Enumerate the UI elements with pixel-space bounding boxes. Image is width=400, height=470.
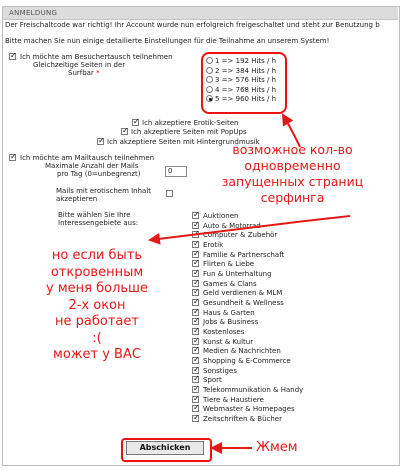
interest-label: Jobs & Business bbox=[203, 318, 259, 327]
max-mails-sublabel: pro Tag (0=unbegrenzt) bbox=[57, 170, 141, 178]
visitor-exchange-label: Ich möchte am Besuchertausch teilnehmen bbox=[20, 53, 173, 61]
radio-label: 1 => 192 Hits / h bbox=[215, 57, 277, 65]
interest-label: Shopping & E-Commerce bbox=[203, 357, 291, 366]
accept-popups-label: Ich akzeptiere Seiten mit PopUps bbox=[131, 128, 247, 136]
erotic-mails-sublabel: akzeptieren bbox=[56, 195, 98, 203]
interest-label: Games & Clans bbox=[203, 279, 257, 288]
interests-label: Bitte wählen Sie Ihre bbox=[58, 211, 131, 219]
panel-title: ANMELDUNG bbox=[9, 9, 58, 17]
radio-label: 5 => 960 Hits / h bbox=[215, 95, 277, 104]
annotation-windows-note: возможное кол-во одновременно запущенных страниц серфинга bbox=[221, 142, 364, 205]
interests-sublabel: Interessengebiete aus: bbox=[58, 219, 139, 227]
interest-label: Auto & Motorrad bbox=[203, 221, 261, 230]
interest-label: Erotik bbox=[203, 241, 224, 249]
interest-label: Medien & Nachrichten bbox=[203, 347, 281, 356]
settings-instruction: Bitte machen Sie nun einige detailierte Einstellungen für die Teilnahme an unserem System! bbox=[5, 37, 330, 45]
interest-label: Kunst & Kultur bbox=[203, 337, 254, 346]
mail-exchange-label: Ich möchte am Mailtausch teilnehmen bbox=[20, 154, 155, 162]
max-mails-input[interactable]: 0 bbox=[165, 166, 187, 177]
interest-label: Geld verdienen & MLM bbox=[203, 289, 283, 298]
max-mails-label: Maximale Anzahl der Mails bbox=[45, 162, 139, 170]
success-message: Der Freischaltcode war richtig! Ihr Account wurde nun erfolgreich freigeschaltet und steht zur Benutzung b bbox=[5, 21, 380, 29]
submit-button[interactable]: Abschicken bbox=[126, 441, 204, 455]
annotation-press-note: Жмем bbox=[256, 440, 298, 455]
interest-label: Haus & Garten bbox=[203, 308, 255, 317]
interest-label: Sonstiges bbox=[203, 366, 237, 375]
surfbar-label: Surfbar * bbox=[68, 69, 100, 77]
interest-label: Familie & Partnerschaft bbox=[203, 250, 285, 259]
interest-label: Computer & Zubehör bbox=[203, 231, 278, 240]
interest-label: Kostenloses bbox=[203, 328, 245, 337]
accept-music-label: Ich akzeptiere Seiten mit Hintergrundmusik bbox=[107, 138, 260, 146]
interest-label: Auktionen bbox=[203, 212, 239, 220]
erotic-mails-label: Mails mit erotischem Inhalt bbox=[56, 187, 152, 195]
interest-label: Webmaster & Homepages bbox=[203, 405, 295, 414]
interest-label: Flirten & Liebe bbox=[203, 260, 255, 269]
arrow-to-checkbox bbox=[150, 216, 350, 240]
interest-label: Tiere & Haustiere bbox=[203, 395, 264, 404]
accept-erotic-label: Ich akzeptiere Erotik-Seiten bbox=[142, 119, 239, 127]
arrow-to-radio bbox=[283, 115, 300, 147]
interest-label: Telekommunikation & Handy bbox=[203, 386, 304, 395]
radio-label: 2 => 384 Hits / h bbox=[215, 66, 277, 75]
annotation-question-note: но если быть откровенным у меня больше 2-х окон не работает :( может у ВАС bbox=[46, 248, 148, 362]
interest-label: Gesundheit & Wellness bbox=[203, 299, 284, 308]
interest-label: Zeitschriften & Bücher bbox=[203, 415, 282, 424]
radio-label: 3 => 576 Hits / h bbox=[215, 76, 277, 85]
concurrent-pages-label: Gleichzeitige Seiten in der bbox=[33, 61, 126, 69]
radio-label: 4 => 768 Hits / h bbox=[215, 85, 277, 94]
interest-label: Sport bbox=[203, 376, 222, 385]
interest-label: Fun & Unterhaltung bbox=[203, 270, 272, 279]
